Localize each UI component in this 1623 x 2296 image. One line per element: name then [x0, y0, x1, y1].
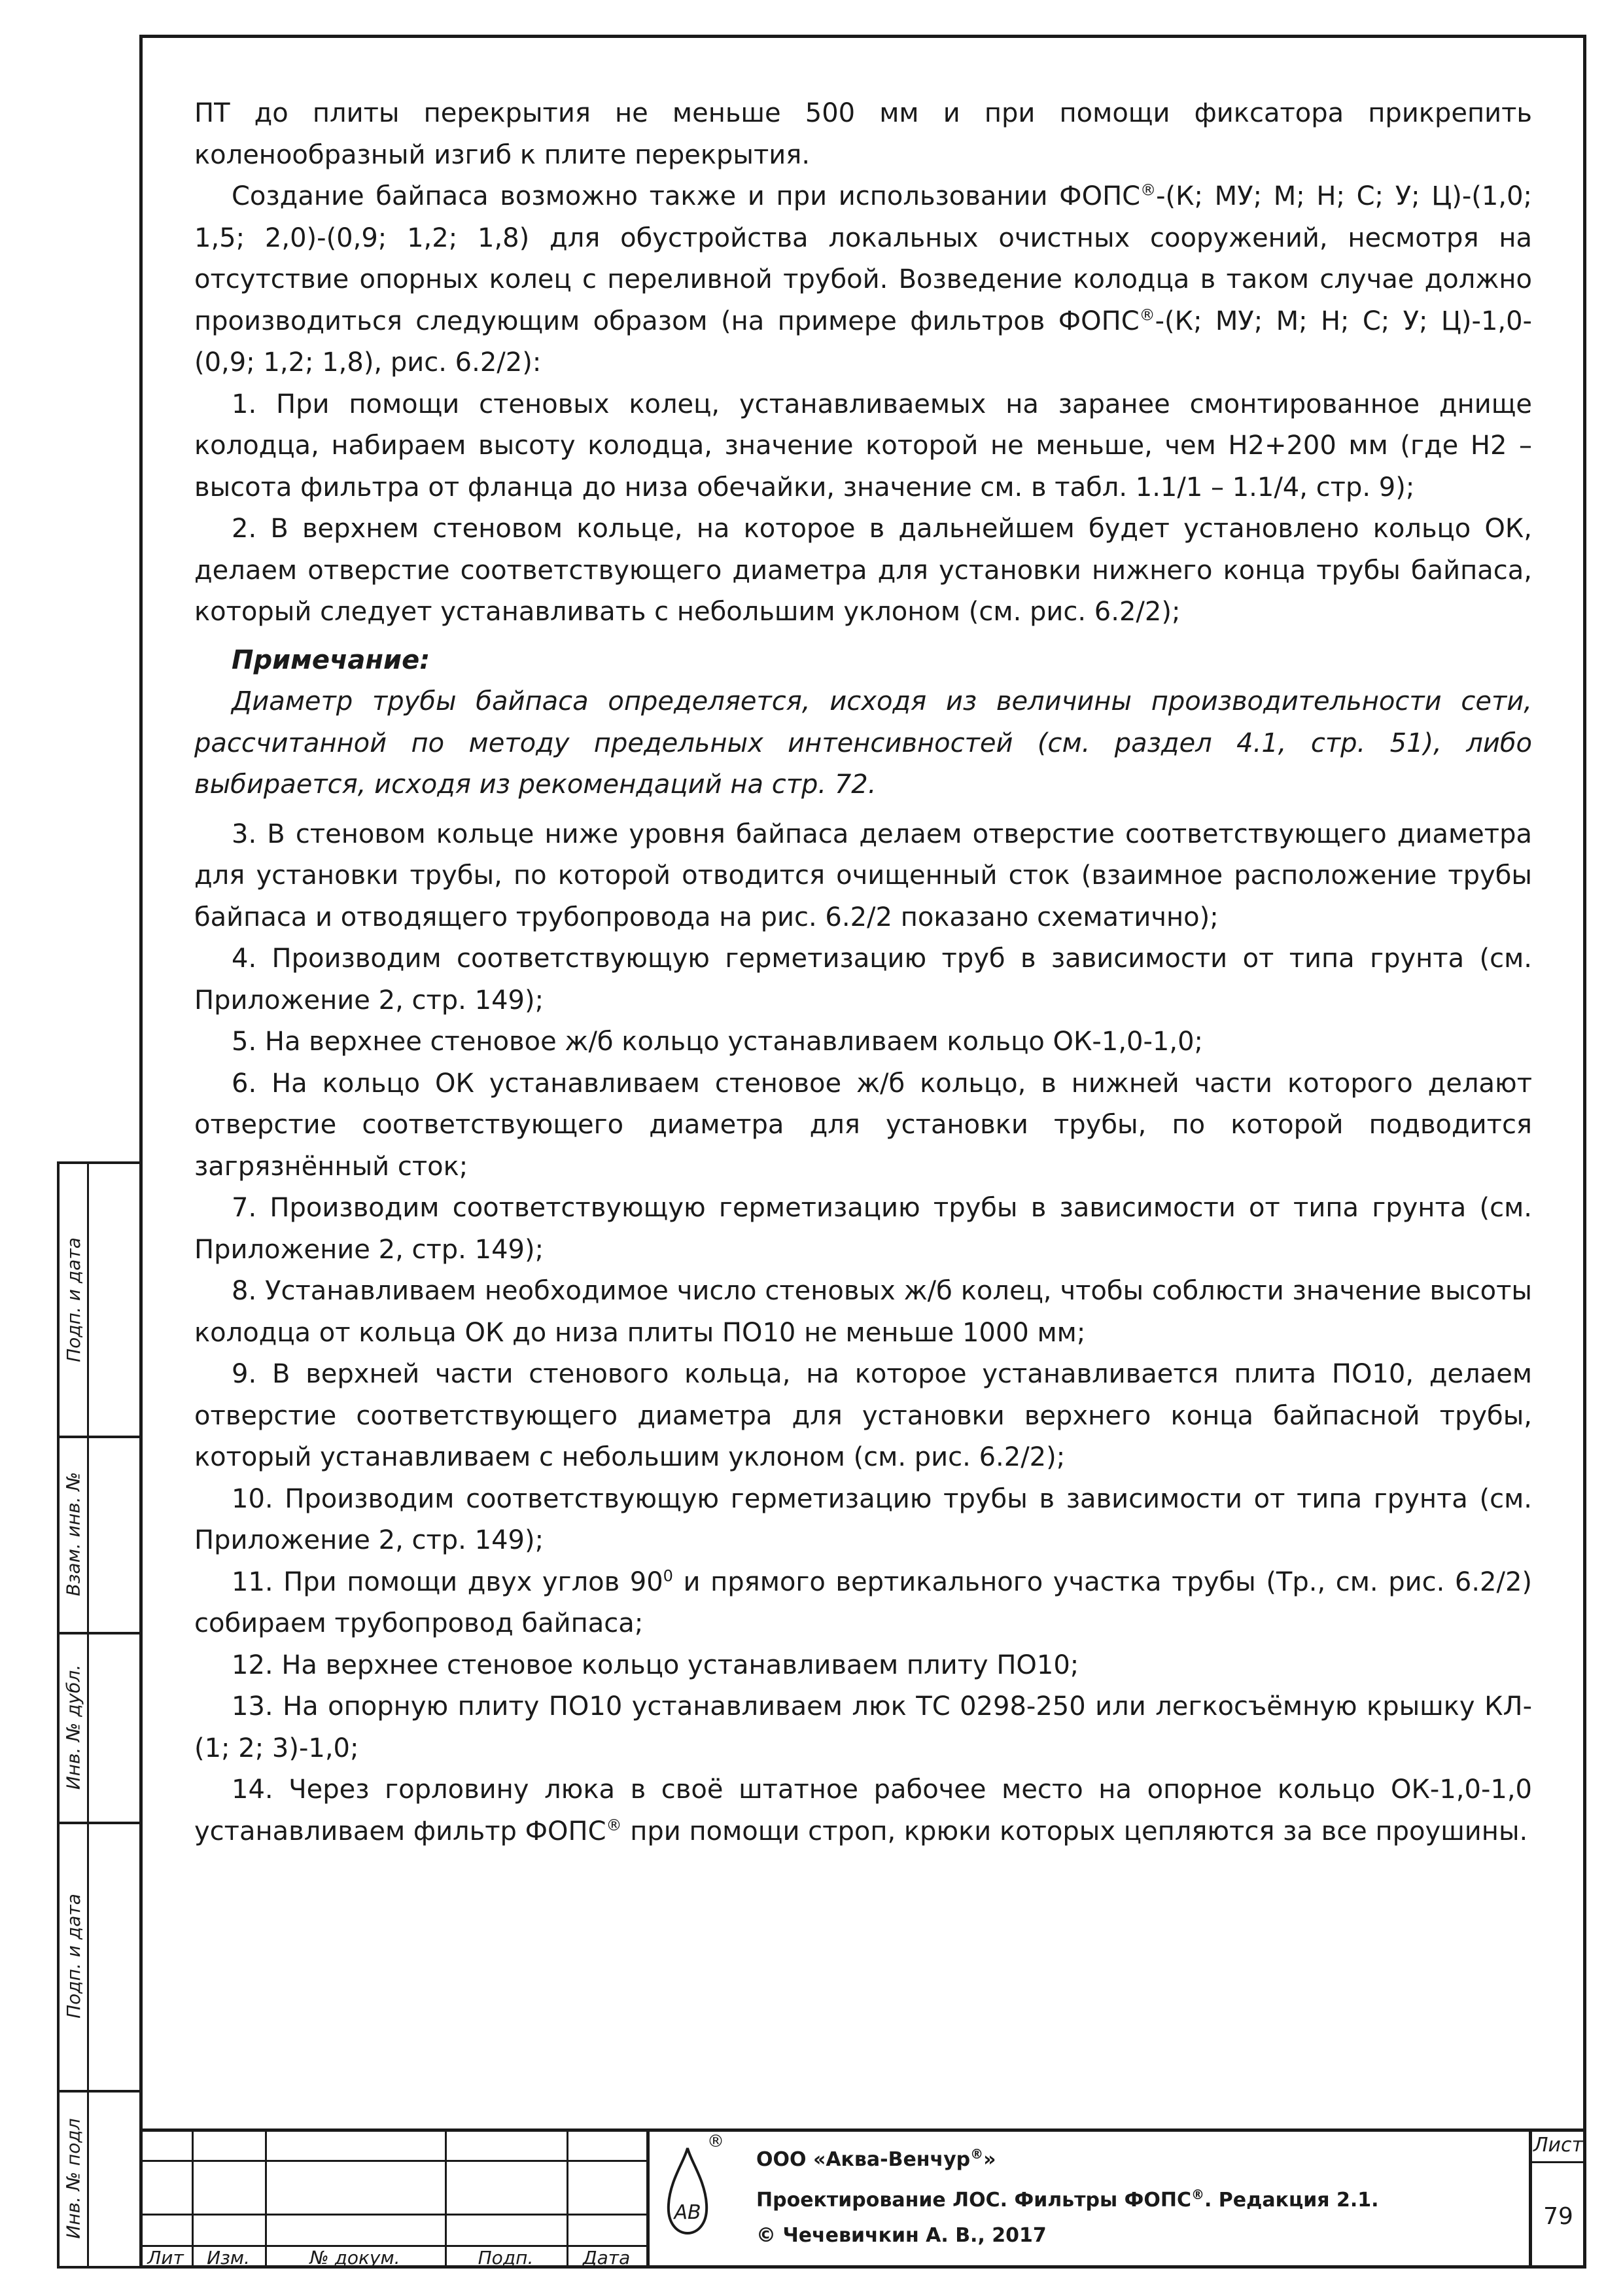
step-5: 5. На верхнее стеновое ж/б кольцо устанавливаем кольцо ОК-1,0-1,0; — [232, 1027, 1203, 1057]
step-11: 11. При помощи двух углов $90^0$ и прямого вертикального участка трубы (Тр., см. рис. 6.2/2) собираем трубопровод байпаса; — [194, 1566, 1533, 1638]
company-info — [652, 2128, 1486, 2269]
step-9: 9. В верхней части стенового кольца, на которое устанавливается плита ПО10, делаем отверстие соответствующего диаметра для установки верхнего конца байпасной трубы, который устанавливаем с небольшим уклоном (см. рис. 6.2/2); — [194, 1359, 1532, 1472]
binding-replaced-inv: Взам. инв. № — [62, 1471, 84, 1597]
binding-strip — [57, 1161, 139, 2269]
step-10: 10. Производим соответствующую герметизацию трубы в зависимости от типа грунта (см. Приложение 2, стр. 149); — [194, 1483, 1532, 1555]
company-name: ООО «Аква-Венчур®» — [756, 2146, 996, 2171]
step-13: 13. На опорную плиту ПО10 устанавливаем люк ТС 0298-250 или легкосъёмную крышку КЛ-(1; 2; 3)-1,0; — [194, 1691, 1532, 1763]
sheet-number: 79 — [1543, 2202, 1573, 2230]
logo-registered-mark: ® — [707, 2132, 724, 2151]
col-lit: Лит — [147, 2246, 184, 2269]
registered-mark: ® — [606, 1816, 622, 1835]
note-block — [194, 640, 1532, 806]
col-date: Дата — [582, 2246, 631, 2269]
note-text: Диаметр трубы байпаса определяется, исходя из величины производительности сети, рассчитанной по методу предельных интенсивностей (см. раздел 4.1, стр. 51), либо выбирается, исходя из рекомендаций на стр. 72. — [194, 686, 1532, 800]
binding-sign-date-2: Подп. и дата — [62, 1893, 84, 2019]
project-title: Проектирование ЛОС. Фильтры ФОПС®. Редакция 2.1. — [756, 2187, 1379, 2212]
step-14: 14. Через горловину люка в своё штатное рабочее место на опорное кольцо ОК-1,0-1,0 устанавливаем фильтр ФОПС® при помощи строп, крюки которых цепляются за все проушины. — [194, 1775, 1532, 1846]
sheet-label: Лист — [1533, 2133, 1584, 2157]
paragraph-intro: ПТ до плиты перекрытия не меньше 500 мм и при помощи фиксатора прикрепить коленообразный изгиб к плите перекрытия. — [194, 98, 1532, 170]
copyright: © Чечевичкин А. В., 2017 — [756, 2224, 1047, 2247]
step-12: 12. На верхнее стеновое кольцо устанавливаем плиту ПО10; — [232, 1650, 1079, 1680]
registered-mark: ® — [1140, 181, 1157, 200]
logo-letters: АВ — [674, 2201, 701, 2224]
step-7: 7. Производим соответствующую герметизацию трубы в зависимости от типа грунта (см. Приложение 2, стр. 149); — [194, 1193, 1532, 1265]
title-block — [139, 2128, 1586, 2269]
registered-mark: ® — [1139, 306, 1155, 325]
page-body — [194, 93, 1532, 1852]
col-izm: Изм. — [207, 2246, 250, 2269]
step-3: 3. В стеновом кольце ниже уровня байпаса делаем отверстие соответствующего диаметра для установки трубы, по которой отводится очищенный сток (взаимное расположение трубы байпаса и отводящего трубопровода на рис. 6.2/2 показано схематично); — [194, 819, 1532, 932]
note-title: Примечание: — [232, 645, 430, 675]
binding-duplicate-inv: Инв. № дубл. — [62, 1664, 84, 1790]
degree-mark: 0 — [663, 1566, 673, 1585]
step-8: 8. Устанавливаем необходимое число стеновых ж/б колец, чтобы соблюсти значение высоты колодца от кольца ОК до низа плиты ПО10 не меньше 1000 мм; — [194, 1276, 1532, 1348]
step-4: 4. Производим соответствующую герметизацию труб в зависимости от типа грунта (см. Приложение 2, стр. 149); — [194, 944, 1532, 1016]
col-doc-number: № докум. — [309, 2246, 400, 2269]
col-signature: Подп. — [478, 2246, 534, 2269]
binding-sign-date-1: Подп. и дата — [62, 1237, 84, 1362]
step-2: 2. В верхнем стеновом кольце, на которое в дальнейшем будет установлено кольцо ОК, делаем отверстие соответствующего диаметра для установки нижнего конца трубы байпаса, который следует устанавливать с небольшим уклоном (см. рис. 6.2/2); — [194, 514, 1532, 627]
step-6: 6. На кольцо ОК устанавливаем стеновое ж/б кольцо, в нижней части которого делают отверстие соответствующего диаметра для установки трубы, по которой подводится загрязнённый сток; — [194, 1068, 1532, 1182]
binding-column-divider — [87, 1164, 89, 2266]
company-logo-icon — [665, 2144, 710, 2236]
step-1: 1. При помощи стеновых колец, устанавливаемых на заранее смонтированное днище колодца, набираем высоту колодца, значение которой не меньше, чем Н2+200 мм (где Н2 – высота фильтра от фланца до низа обечайки, значение см. в табл. 1.1/1 – 1.1/4, стр. 9); — [194, 389, 1532, 503]
paragraph-bypass: Создание байпаса возможно также и при использовании ФОПС®-(К; МУ; М; Н; С; У; Ц)-(1,0; 1,5; 2,0)-(0,9; 1,2; 1,8) для обустройства локальных очистных сооружений, несмотря на отсутствие опорных колец с переливной трубой. Возведение колодца в таком случае должно производиться следующим образом (на примере фильтров ФОПС®-(К; МУ; М; Н; С; У; Ц)-1,0-(0,9; 1,2; 1,8), рис. 6.2/2): — [194, 181, 1533, 378]
binding-original-inv: Инв. № подл — [62, 2117, 84, 2239]
